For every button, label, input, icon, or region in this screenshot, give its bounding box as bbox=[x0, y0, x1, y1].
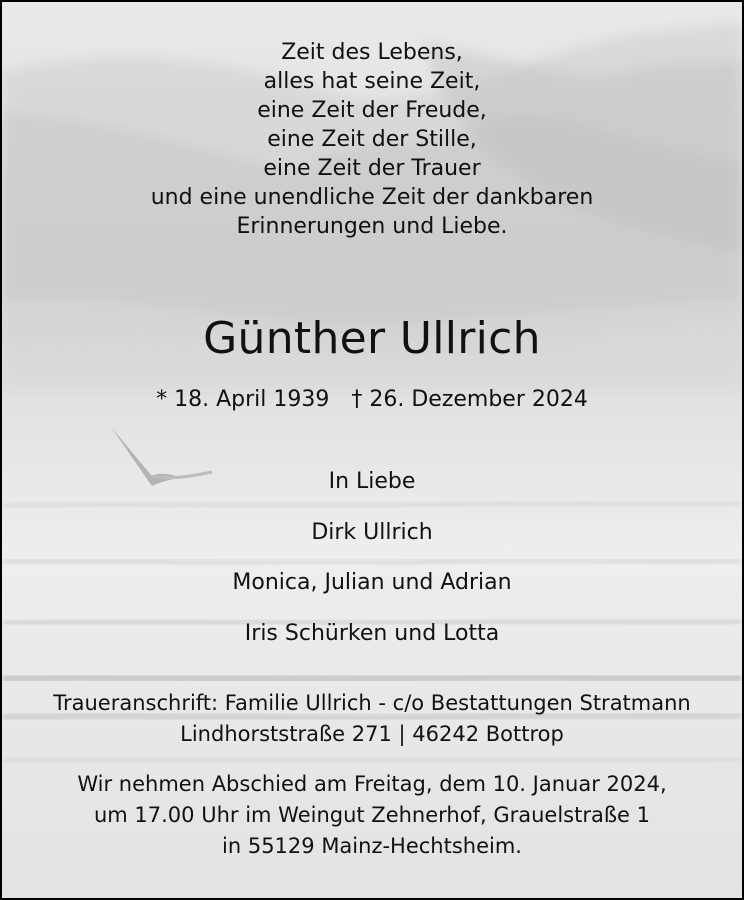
mourners-intro: In Liebe bbox=[328, 469, 416, 494]
poem-line: eine Zeit der Trauer bbox=[263, 156, 481, 181]
mourner-name: Monica, Julian und Adrian bbox=[232, 570, 512, 595]
address-line: Traueranschrift: Familie Ullrich - c/o Bestattungen Stratmann bbox=[53, 691, 691, 715]
mourning-address bbox=[2, 688, 742, 750]
mourner-name: Iris Schürken und Lotta bbox=[244, 621, 500, 646]
poem-line: eine Zeit der Stille, bbox=[267, 127, 477, 152]
address-line: Lindhorststraße 271 | 46242 Bottrop bbox=[180, 722, 564, 746]
farewell-line: Wir nehmen Abschied am Freitag, dem 10. Januar 2024, bbox=[77, 772, 667, 796]
farewell-line: in 55129 Mainz-Hechtsheim. bbox=[222, 834, 522, 858]
farewell-notice bbox=[2, 769, 742, 862]
obituary-text bbox=[2, 2, 742, 898]
poem-line: Zeit des Lebens, bbox=[281, 40, 463, 65]
deceased-name: Günther Ullrich bbox=[203, 313, 541, 364]
poem bbox=[2, 38, 742, 241]
poem-line: und eine unendliche Zeit der dankbaren bbox=[150, 185, 594, 210]
life-dates bbox=[2, 385, 742, 415]
death-date: † 26. Dezember 2024 bbox=[351, 387, 588, 412]
poem-line: alles hat seine Zeit, bbox=[263, 69, 481, 94]
farewell-line: um 17.00 Uhr im Weingut Zehnerhof, Grauelstraße 1 bbox=[93, 803, 651, 827]
mourner-name: Dirk Ullrich bbox=[311, 520, 433, 545]
poem-line: eine Zeit der Freude, bbox=[257, 98, 487, 123]
birth-date: * 18. April 1939 bbox=[156, 387, 330, 412]
poem-line: Erinnerungen und Liebe. bbox=[236, 214, 508, 239]
